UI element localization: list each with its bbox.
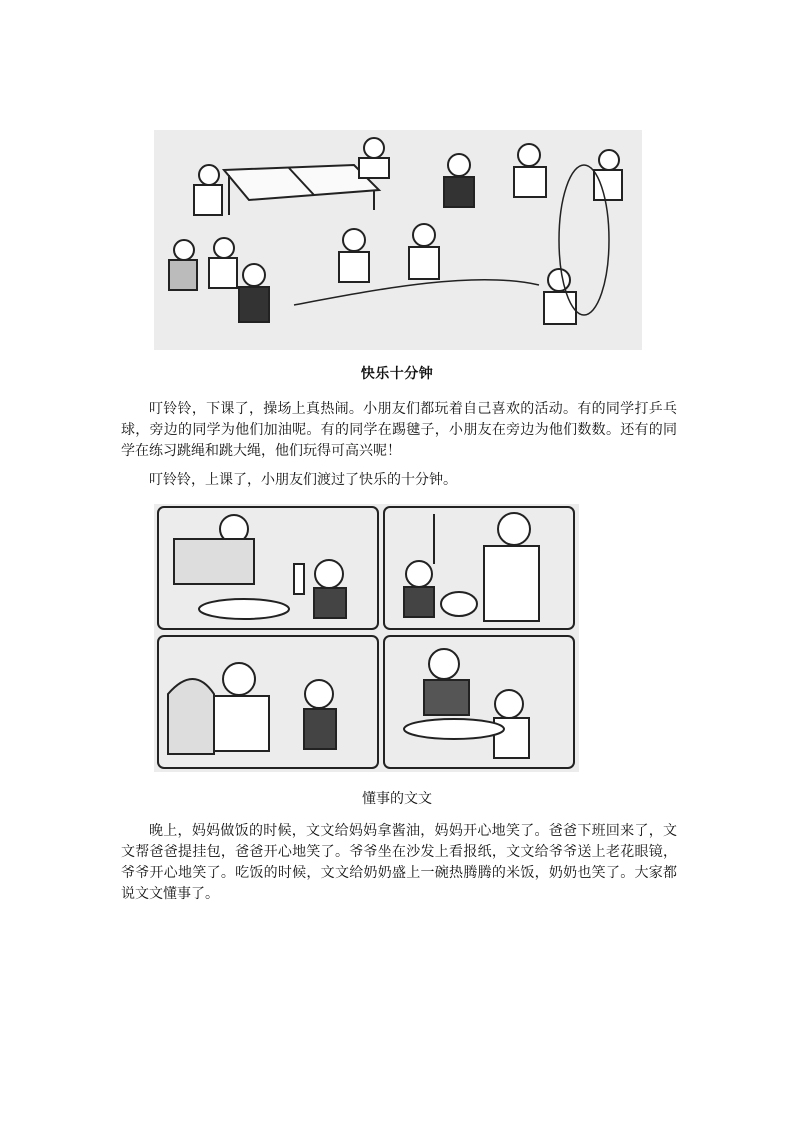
story1-paragraph-1: 叮铃铃，下课了，操场上真热闹。小朋友们都玩着自己喜欢的活动。有的同学打乒乓球，旁边的同学为他们加油呢。有的同学在踢毽子，小朋友在旁边为他们数数。还有的同学在练习跳绳和跳大绳，他们玩得可高兴呢！ <box>121 401 677 459</box>
playground-drawing <box>154 130 642 350</box>
story1-paragraph-2: 叮铃铃，上课了，小朋友们渡过了快乐的十分钟。 <box>149 472 457 488</box>
playground-illustration <box>154 130 642 350</box>
comic-drawing <box>154 504 579 772</box>
story2-title: 懂事的文文 <box>362 791 432 807</box>
story2-paragraph-1: 晚上，妈妈做饭的时候，文文给妈妈拿酱油，妈妈开心地笑了。爸爸下班回来了，文文帮爸爸提挂包，爸爸开心地笑了。爷爷坐在沙发上看报纸，文文给爷爷送上老花眼镜，爷爷开心地笑了。吃饭的时候，文文给奶奶盛上一碗热腾腾的米饭，奶奶也笑了。大家都说文文懂事了。 <box>121 823 677 902</box>
story1-title: 快乐十分钟 <box>360 366 434 382</box>
sensible-wenwen-comic <box>154 504 579 772</box>
